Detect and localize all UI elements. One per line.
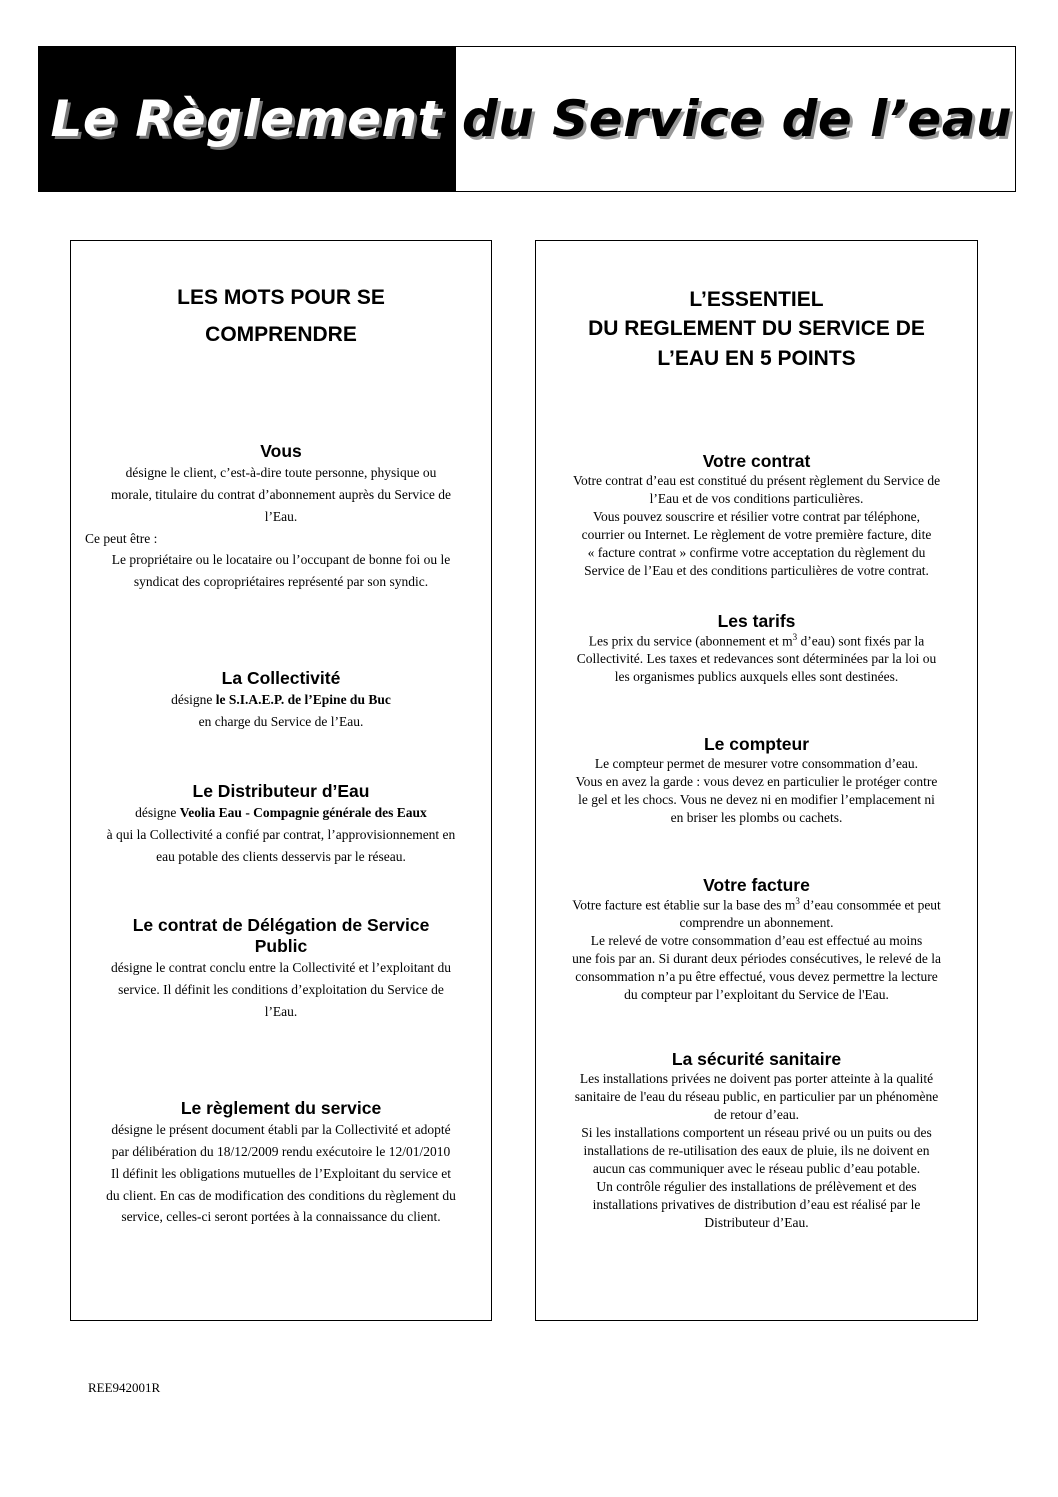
text-part: Votre facture est établie sur la base des m	[572, 897, 796, 913]
text-line: Les installations privées ne doivent pas porter atteinte à la qualité	[579, 1071, 934, 1086]
section-collectivite	[79, 668, 483, 733]
text-line: le gel et les chocs. Vous ne devez ni en modifier l’emplacement ni	[578, 791, 935, 807]
text-line: de retour d’eau.	[713, 1106, 800, 1122]
banner-title-left: Le Règlement	[50, 90, 442, 148]
section-delegation	[79, 915, 483, 1023]
bold-entity: le S.I.A.E.P. de l’Epine du Buc	[215, 692, 391, 707]
section-title: La sécurité sanitaire	[671, 1049, 842, 1069]
text-line: désigne le client, c’est-à-dire toute personne, physique ou	[125, 465, 437, 480]
section-reglement	[79, 1098, 483, 1228]
banner-white-block	[456, 47, 1015, 191]
text-line: Il définit les obligations mutuelles de l’Exploitant du service et	[110, 1165, 452, 1181]
text-line: l’Eau.	[264, 508, 298, 524]
text-line: eau potable des clients desservis par le réseau.	[156, 848, 406, 864]
glossary-heading	[71, 283, 491, 350]
section-votre-contrat	[544, 451, 969, 580]
section-title: Les tarifs	[717, 611, 796, 631]
text-line: aucun cas communiquer avec le réseau public d’eau potable.	[592, 1160, 921, 1176]
text-line	[79, 802, 483, 824]
text-line	[544, 632, 969, 650]
text-line: Collectivité. Les taxes et redevances sont déterminées par la loi ou	[576, 651, 937, 667]
section-title: Public	[254, 936, 308, 956]
section-compteur	[544, 734, 969, 827]
section-securite-sanitaire	[544, 1049, 969, 1232]
text-line: Vous pouvez souscrire et résilier votre contrat par téléphone,	[592, 508, 920, 524]
essentials-heading	[536, 285, 977, 373]
text-line: en briser les plombs ou cachets.	[670, 809, 843, 825]
title-banner	[38, 46, 1016, 192]
text-line: l’Eau.	[264, 1003, 298, 1019]
text-line: Ce peut être :	[85, 530, 158, 546]
text-line: Le compteur permet de mesurer votre consommation d’eau.	[594, 756, 919, 771]
text-line: désigne le présent document établi par la Collectivité et adopté	[111, 1122, 451, 1137]
text-line: l’Eau et de vos conditions particulières.	[649, 490, 864, 506]
text-line: les organismes publics auxquels elles sont destinées.	[614, 669, 899, 685]
text-line: du compteur par l’exploitant du Service de l'Eau.	[624, 987, 889, 1003]
text-part: d’eau) sont fixés par la	[797, 633, 925, 649]
superscript: 3	[792, 632, 798, 642]
text-line	[79, 689, 483, 711]
text-prefix: désigne	[135, 805, 180, 820]
section-title: Le compteur	[703, 734, 810, 754]
text-line: service, celles-ci seront portées à la connaissance du client.	[121, 1209, 441, 1225]
text-line: courrier ou Internet. Le règlement de votre première facture, dite	[581, 526, 932, 542]
essentials-panel	[535, 240, 978, 1321]
text-line: sanitaire de l'eau du réseau public, en particulier par un phénomène	[574, 1088, 939, 1104]
text-line: Le propriétaire ou le locataire ou l’occupant de bonne foi ou le	[111, 552, 451, 568]
text-part: d’eau consommée et peut	[799, 897, 941, 913]
section-title: La Collectivité	[221, 668, 341, 688]
text-line: Service de l’Eau et des conditions particulières de votre contrat.	[584, 562, 929, 578]
document-reference: REE942001R	[88, 1380, 161, 1395]
text-line: installations privatives de distribution d’eau est réalisé par le	[592, 1196, 921, 1212]
text-part: Les prix du service (abonnement et m	[588, 633, 793, 649]
text-line	[544, 896, 969, 914]
section-title: Votre facture	[703, 875, 810, 895]
text-line: Un contrôle régulier des installations de prélèvement et des	[596, 1178, 917, 1194]
text-prefix: désigne	[171, 692, 216, 707]
section-tarifs	[544, 611, 969, 686]
text-line: Votre contrat d’eau est constitué du présent règlement du Service de	[572, 473, 941, 488]
text-line: consommation n’a pu être effectué, vous devez permettre la lecture	[575, 969, 938, 985]
text-line: Vous en avez la garde : vous devez en particulier le protéger contre	[575, 773, 938, 789]
section-distributeur	[79, 781, 483, 868]
text-line: une fois par an. Si durant deux périodes consécutives, le relevé de la	[572, 951, 941, 967]
text-line: du client. En cas de modification des conditions du règlement du	[106, 1187, 456, 1203]
text-line: à qui la Collectivité a confié par contrat, l’approvisionnement en	[106, 826, 456, 842]
text-line: désigne le contrat conclu entre la Collectivité et l’exploitant du	[110, 960, 451, 975]
section-title: Vous	[260, 441, 302, 461]
section-title: Votre contrat	[702, 451, 811, 471]
essentials-heading-line: L’EAU EN 5 POINTS	[657, 346, 856, 370]
superscript: 3	[795, 896, 800, 906]
glossary-heading-line: COMPRENDRE	[205, 323, 357, 347]
section-votre-facture	[544, 875, 969, 1004]
essentials-heading-line: L’ESSENTIEL	[689, 288, 824, 311]
text-line: morale, titulaire du contrat d’abonnement auprès du Service de	[111, 486, 451, 502]
text-line: « facture contrat » confirme votre acceptation du règlement du	[587, 544, 926, 560]
section-title: Le Distributeur d’Eau	[192, 781, 370, 801]
banner-black-block	[39, 47, 456, 191]
banner-title-right: du Service de l’eau	[462, 90, 1013, 148]
text-line: syndicat des copropriétaires représenté par son syndic.	[133, 574, 429, 590]
glossary-heading-line: LES MOTS POUR SE	[177, 286, 385, 309]
text-line: Le relevé de votre consommation d’eau est effectué au moins	[590, 933, 923, 949]
text-line: installations de re-utilisation des eaux de pluie, ils ne doivent en	[583, 1142, 930, 1158]
section-title: Le règlement du service	[180, 1098, 382, 1118]
section-vous	[79, 441, 483, 593]
text-line: en charge du Service de l’Eau.	[198, 713, 364, 729]
text-line: Si les installations comportent un réseau privé ou un puits ou des	[581, 1124, 932, 1140]
text-line: par délibération du 18/12/2009 rendu exécutoire le 12/01/2010	[111, 1143, 451, 1159]
glossary-panel	[70, 240, 492, 1321]
essentials-heading-line: DU REGLEMENT DU SERVICE DE	[588, 317, 925, 341]
section-title: Le contrat de Délégation de Service	[132, 915, 430, 935]
bold-entity: Veolia Eau - Compagnie générale des Eaux	[179, 805, 427, 820]
text-line: service. Il définit les conditions d’exploitation du Service de	[118, 981, 444, 997]
text-line: Distributeur d’Eau.	[704, 1214, 809, 1230]
text-line: comprendre un abonnement.	[679, 915, 834, 931]
